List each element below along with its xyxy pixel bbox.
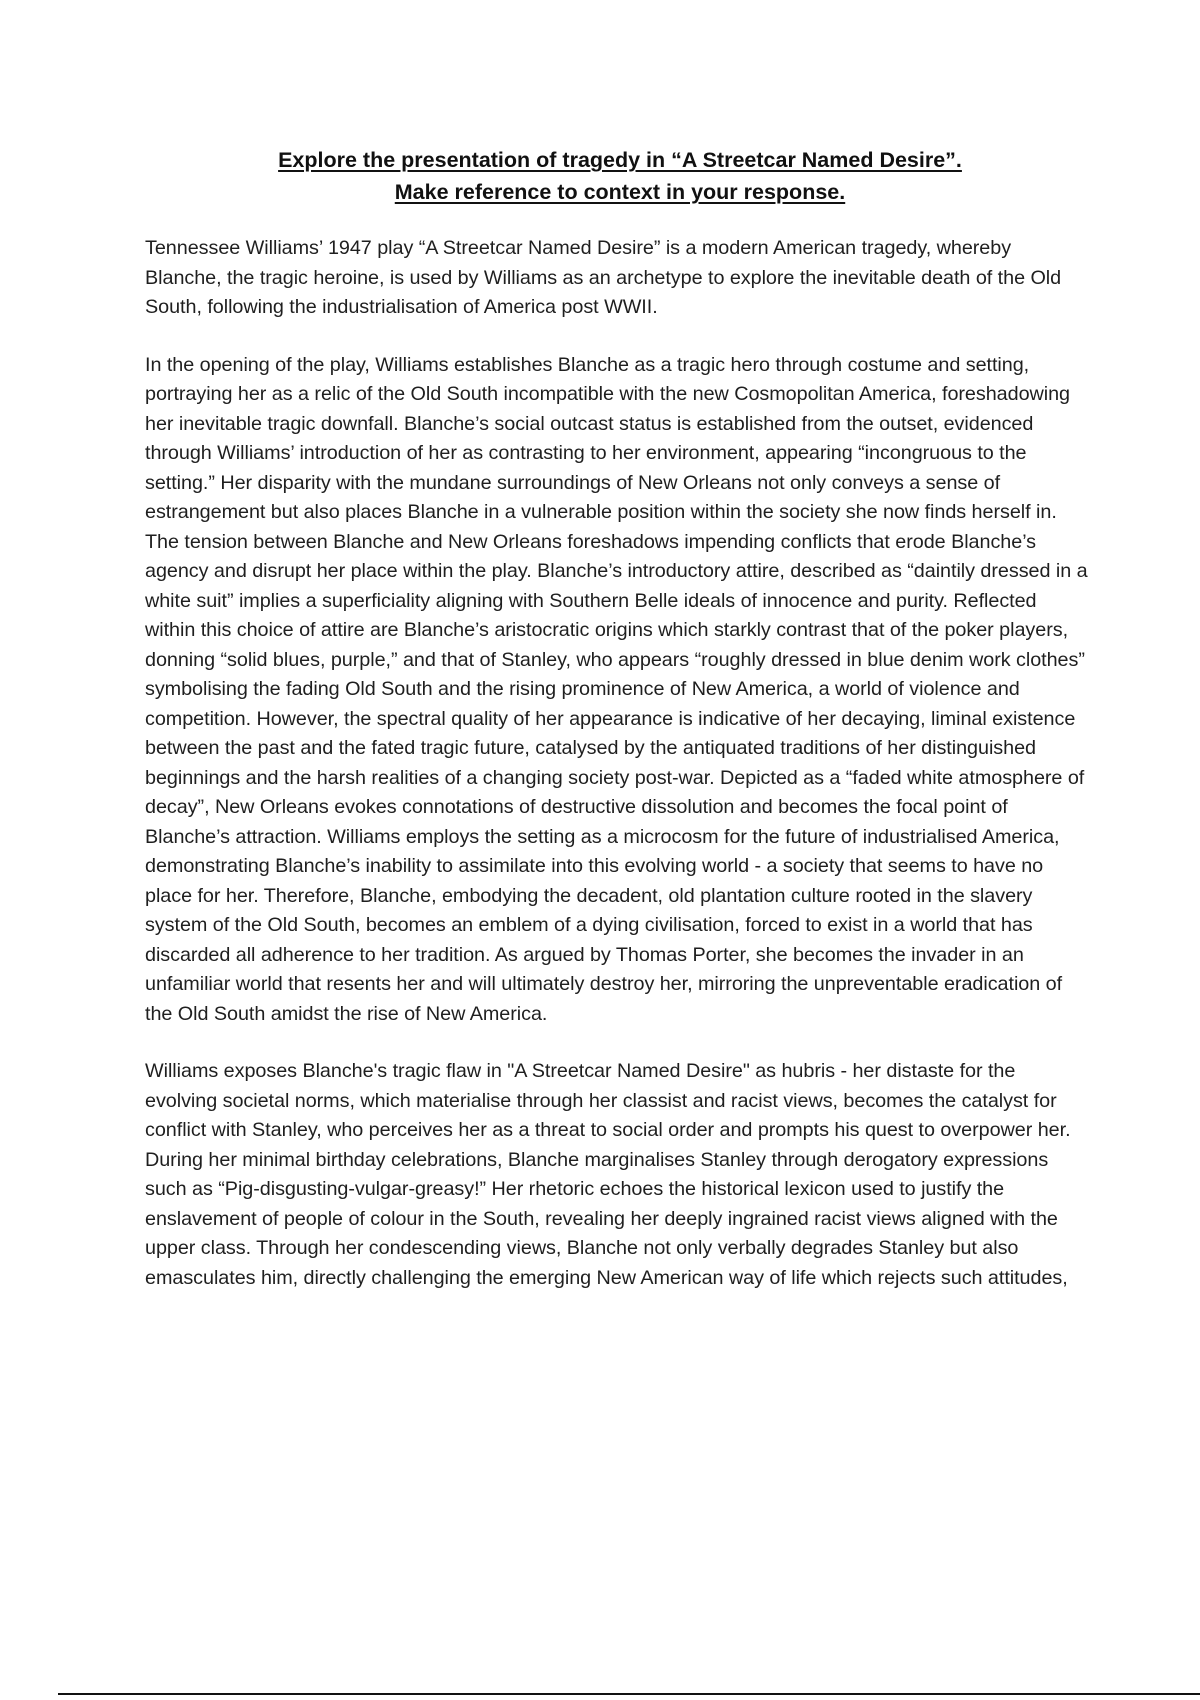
essay-title-line-2: Make reference to context in your response. (394, 180, 846, 204)
essay-title-line-1: Explore the presentation of tragedy in “A Streetcar Named Desire”. (278, 148, 962, 172)
paragraph-introduction: Tennessee Williams’ 1947 play “A Streetcar Named Desire” is a modern American tragedy, whereby Blanche, the tragic heroine, is used by Williams as an archetype to explore the inevitable death of the Old South, following the industrialisation of America post WWII. (145, 237, 1062, 318)
essay-title (0, 144, 1200, 208)
paragraph-tragic-flaw: Williams exposes Blanche's tragic flaw in "A Streetcar Named Desire" as hubris - her distaste for the evolving societal norms, which materialise through her classist and racist views, becomes the catalyst for conflict with Stanley, who perceives her as a threat to social order and prompts his quest to overpower her. During her minimal birthday celebrations, Blanche marginalises Stanley through derogatory expressions such as “Pig-disgusting-vulgar-greasy!” Her rhetoric echoes the historical lexicon used to justify the enslavement of people of colour in the South, revealing her deeply ingrained racist views aligned with the upper class. Through her condescending views, Blanche not only verbally degrades Stanley but also emasculates him, directly challenging the emerging New American way of life which rejects such attitudes, (145, 1060, 1071, 1289)
essay-body (145, 234, 1090, 1321)
page-bottom-divider (58, 1693, 1200, 1695)
paragraph-opening-analysis: In the opening of the play, Williams establishes Blanche as a tragic hero through costume and setting, portraying her as a relic of the Old South incompatible with the new Cosmopolitan America, foreshadowing her inevitable tragic downfall. Blanche’s social outcast status is established from the outset, evidenced through Williams’ introduction of her as contrasting to her environment, appearing “incongruous to the setting.” Her disparity with the mundane surroundings of New Orleans not only conveys a sense of estrangement but also places Blanche in a vulnerable position within the society she now finds herself in. The tension between Blanche and New Orleans foreshadows impending conflicts that erode Blanche’s agency and disrupt her place within the play. Blanche’s introductory attire, described as “daintily dressed in a white suit” implies a superficiality aligning with Southern Belle ideals of innocence and purity. Reflected within this choice of attire are Blanche’s aristocratic origins which starkly contrast that of the poker players, donning “solid blues, purple,” and that of Stanley, who appears “roughly dressed in blue denim work clothes” symbolising the fading Old South and the rising prominence of New America, a world of violence and competition. However, the spectral quality of her appearance is indicative of her decaying, liminal existence between the past and the fated tragic future, catalysed by the antiquated traditions of her distinguished beginnings and the harsh realities of a changing society post-war. Depicted as a “faded white atmosphere of decay”, New Orleans evokes connotations of destructive dissolution and becomes the focal point of Blanche’s attraction. Williams employs the setting as a microcosm for the future of industrialised America, demonstrating Blanche’s inability to assimilate into this evolving world - a society that seems to have no place for her. Therefore, Blanche, embodying the decadent, old plantation culture rooted in the slavery system of the Old South, becomes an emblem of a dying civilisation, forced to exist in a world that has discarded all adherence to her tradition. As argued by Thomas Porter, she becomes the invader in an unfamiliar world that resents her and will ultimately destroy her, mirroring the unpreventable eradication of the Old South amidst the rise of New America. (145, 353, 1088, 1025)
